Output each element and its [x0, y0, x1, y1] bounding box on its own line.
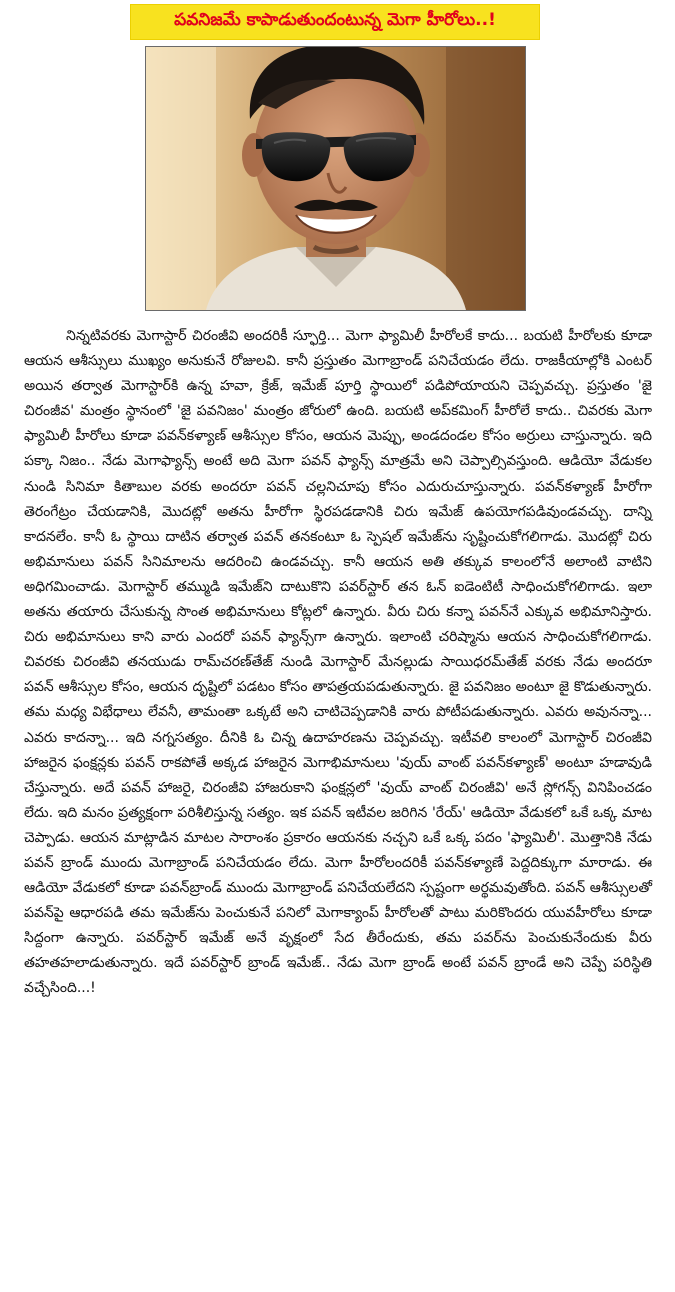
headline-banner — [130, 4, 540, 40]
headline-text: పవనిజమే కాపాడుతుందంటున్న మెగా హీరోలు..! — [174, 10, 496, 30]
article-body: నిన్నటివరకు మెగాస్టార్ చిరంజీవి అందరికీ స్ఫూర్తి... మెగా ఫ్యామిలీ హీరోలకే కాదు... బయటి హీరోలకు కూడా ఆయన ఆశీస్సులు ముఖ్యం అనుకునే రోజులవి. కానీ ప్రస్తుతం మెగాబ్రాండ్ పనిచేయడం లేదు. రాజకీయాల్లోకి ఎంటర్ అయిన తర్వాత మెగాస్టార్‌కి ఉన్న హవా, క్రేజ్, ఇమేజ్ పూర్తి స్థాయిలో పడిపోయాయని చెప్పవచ్చు. ప్రస్తుతం 'జై చిరంజీవ' మంత్రం స్థానంలో 'జై పవనిజం' మంత్రం జోరులో ఉంది. బయటి అప్‌కమింగ్ హీరోలే కాదు.. చివరకు మెగా ఫ్యామిలీ హీరోలు కూడా పవన్‌కళ్యాణ్ ఆశీస్సుల కోసం, ఆయన మెప్పు, అండదండల కోసం అర్రులు చాస్తున్నారు. ఇది పక్కా నిజం.. నేడు మెగాఫ్యాన్స్ అంటే అది మెగా పవన్ ఫ్యాన్స్ మాత్రమే అని చెప్పాల్సివస్తుంది. ఆడియో వేడుకల నుండి సినిమా కితాబుల వరకు అందరూ పవన్ చల్లనిచూపు కోసం ఎదురుచూస్తున్నారు. పవన్‌కళ్యాణ్ హీరోగా తెరంగేట్రం చేయడానికి, మొదట్లో అతను హీరోగా స్థిరపడడానికి చిరు ఇమేజ్ ఉపయోగపడివుండవచ్చు. దాన్ని కాదనలేం. కానీ ఓ స్థాయి దాటిన తర్వాత పవన్ తనకంటూ ఓ స్పెషల్ ఇమేజ్‌ను సృష్టించుకోగలిగాడు. మొదట్లో చిరు అభిమానులు పవన్ సినిమాలను ఆదరించి ఉండవచ్చు. కానీ ఆయన అతి తక్కువ కాలంలోనే అలాంటి వాటిని అధిగమించాడు. మెగాస్టార్ తమ్ముడి ఇమేజ్‌ని దాటుకొని పవర్‌స్టార్ తన ఓన్ ఐడెంటిటీ సాధించుకోగలిగాడు. ఇలా అతను తయారు చేసుకున్న సొంత అభిమానులు కోట్లలో ఉన్నారు. వీరు చిరు కన్నా పవన్‌నే ఎక్కువ అభిమానిస్తారు. చిరు అభిమానులు కాని వారు ఎందరో పవన్ ఫ్యాన్స్‌గా ఉన్నారు. ఇలాంటి చరిష్మాను ఆయన సాధించుకోగలిగాడు. చివరకు చిరంజీవి తనయుడు రామ్‌చరణ్‌తేజ్ నుండి మెగాస్టార్ మేనల్లుడు సాయిధరమ్‌తేజ్ వరకు నేడు అందరూ పవన్ ఆశీస్సుల కోసం, ఆయన దృష్టిలో పడటం కోసం తాపత్రయపడుతున్నారు. జై పవనిజం అంటూ జై కొడుతున్నారు. తమ మధ్య విభేధాలు లేవనీ, తామంతా ఒక్కటే అని చాటిచెప్పడానికి వారు పోటీపడుతున్నారు. ఎవరు అవునన్నా... ఎవరు కాదన్నా... ఇది నగ్నసత్యం. దీనికి ఓ చిన్న ఉదాహరణను చెప్పవచ్చు. ఇటీవలి కాలంలో మెగాస్టార్ చిరంజీవి హాజరైన ఫంక్షన్లకు పవన్ రాకపోతే అక్కడ హాజరైన మెగాభిమానులు 'వుయ్ వాంట్ పవన్‌కళ్యాణ్' అంటూ హడావుడి చేస్తున్నారు. అదే పవన్ హాజరై, చిరంజీవి హాజరుకాని ఫంక్షన్లలో 'వుయ్ వాంట్ చిరంజీవి' అనే స్లోగన్స్ వినిపించడం లేదు. ఇది మనం ప్రత్యక్షంగా పరిశీలిస్తున్న సత్యం. ఇక పవన్ ఇటీవల జరిగిన 'రేయ్' ఆడియో వేడుకలో ఒకే ఒక్క మాట చెప్పాడు. ఆయన మాట్లాడిన మాటల సారాంశం ప్రకారం ఆయనకు నచ్చని ఒకే ఒక్క పదం 'ఫ్యామిలీ'. మొత్తానికి నేడు పవన్ బ్రాండ్ ముందు మెగాబ్రాండ్ పనిచేయడం లేదు. మెగా హీరోలందరికీ పవన్‌కళ్యాణే పెద్దదిక్కుగా మారాడు. ఈ ఆడియో వేడుకలో కూడా పవన్‌బ్రాండ్ ముందు మెగాబ్రాండ్ పనిచేయలేదని స్పష్టంగా అర్థమవుతోంది. పవన్ ఆశీస్సులతో పవన్‌పై ఆధారపడి తమ ఇమేజ్‌ను పెంచుకునే పనిలో మెగాక్యాంప్ హీరోలతో పాటు మరికొందరు యువహీరోలు కూడా సిద్దంగా ఉన్నారు. పవర్‌స్టార్ ఇమేజ్ అనే వృక్షంలో సేద తీరేందుకు, తమ పవర్‌ను పెంచుకునేందుకు వీరు తహతహలాడుతున్నారు. ఇదే పవర్‌స్టార్ బ్రాండ్ ఇమేజ్.. నేడు మెగా బ్రాండ్ అంటే పవన్ బ్రాండే అని చెప్పే పరిస్థితి వచ్చేసింది...! — [24, 328, 652, 997]
article-photo — [145, 46, 526, 311]
